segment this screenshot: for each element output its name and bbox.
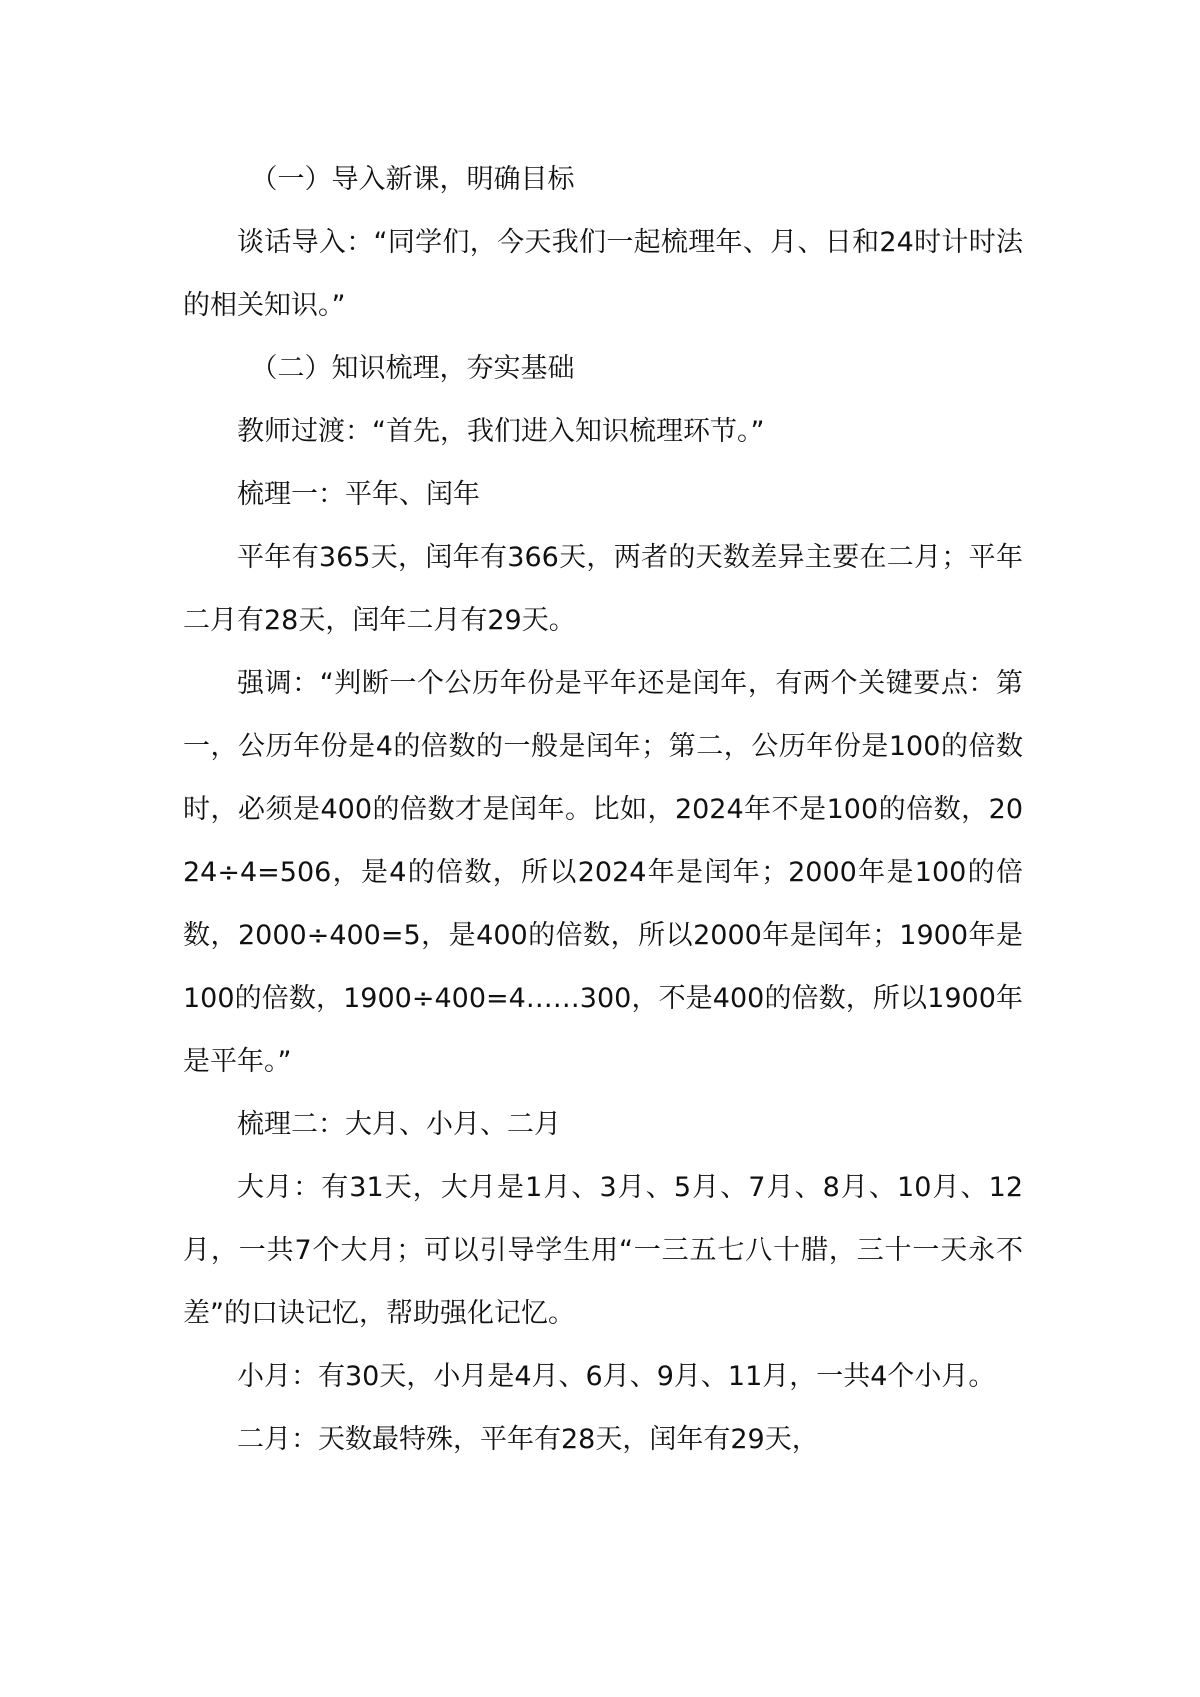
subheading-leap-year: 梳理一：平年、闰年 xyxy=(237,479,480,510)
paragraph-leap-year-rule: 强调：“判断一个公历年份是平年还是闰年，有两个关键要点：第一，公历年份是4的倍数的一般是闰年；第二，公历年份是100的倍数时，必须是400的倍数才是闰年。比如，2024年不是100的倍数，2024÷4=506，是4的倍数，所以2024年是闰年；2000年是100的倍数，2000÷400=5，是400的倍数，所以2000年是闰年；1900年是100的倍数，1900÷400=4……300，不是400的倍数，所以1900年是平年。” xyxy=(183,668,1023,1077)
paragraph-transition: 教师过渡：“首先，我们进入知识梳理环节。” xyxy=(237,416,765,447)
paragraph-intro-talk: 谈话导入：“同学们，今天我们一起梳理年、月、日和24时计时法的相关知识。” xyxy=(183,227,1023,321)
paragraph-february: 二月：天数最特殊，平年有28天，闰年有29天， xyxy=(237,1424,819,1455)
document-page xyxy=(183,148,1023,1471)
paragraph-big-months: 大月：有31天，大月是1月、3月、5月、7月、8月、10月、12月，一共7个大月；可以引导学生用“一三五七八十腊，三十一天永不差”的口诀记忆，帮助强化记忆。 xyxy=(183,1172,1023,1329)
subheading-months: 梳理二：大月、小月、二月 xyxy=(237,1109,561,1140)
paragraph-leap-year-days: 平年有365天，闰年有366天，两者的天数差异主要在二月；平年二月有28天，闰年二月有29天。 xyxy=(183,542,1023,636)
section-heading-knowledge: （二）知识梳理，夯实基础 xyxy=(250,353,575,384)
section-heading-intro: （一）导入新课，明确目标 xyxy=(250,164,575,195)
paragraph-small-months: 小月：有30天，小月是4月、6月、9月、11月，一共4个小月。 xyxy=(237,1361,996,1392)
